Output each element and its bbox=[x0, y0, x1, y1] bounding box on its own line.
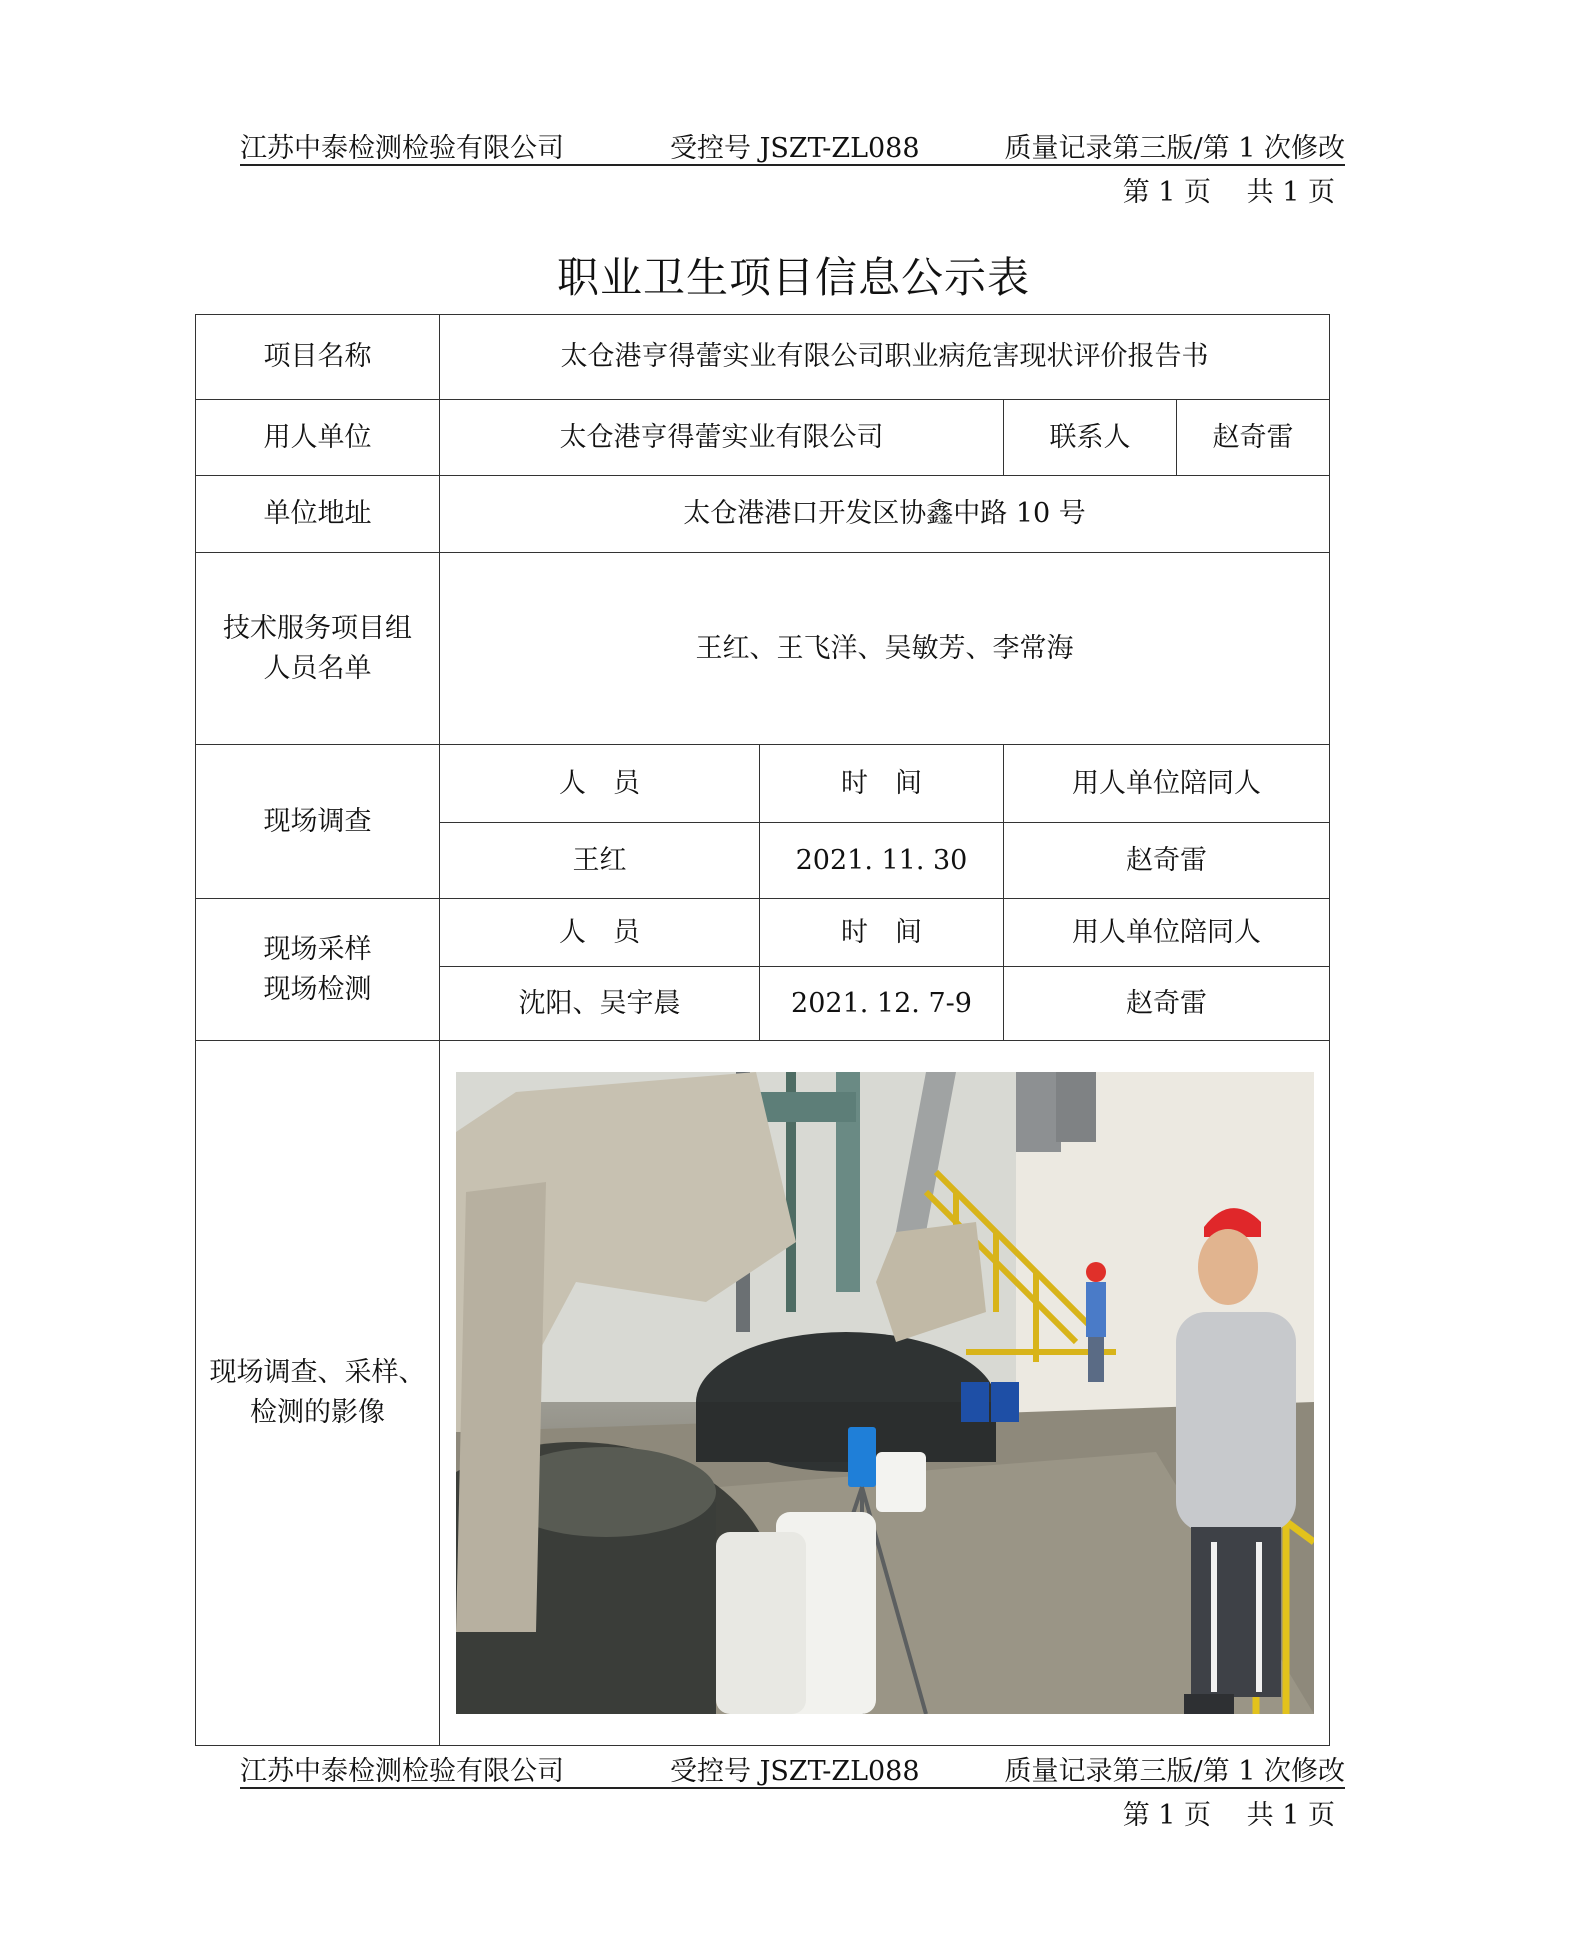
page-title: 职业卫生项目信息公示表 bbox=[556, 253, 1030, 302]
footer-company: 江苏中泰检测检验有限公司 bbox=[240, 1756, 564, 1787]
team-label-line1: 技术服务项目组 bbox=[223, 612, 412, 644]
sampling-label-line1: 现场采样 bbox=[263, 933, 372, 965]
sampling-escort: 赵奇雷 bbox=[1004, 967, 1330, 1041]
sampling-col-person: 人 员 bbox=[440, 899, 760, 967]
team-members: 王红、王飞洋、吴敏芳、李常海 bbox=[440, 553, 1330, 745]
row-employer bbox=[196, 400, 1330, 476]
employer-value: 太仓港亨得蕾实业有限公司 bbox=[440, 400, 1004, 476]
sampling-col-time: 时 间 bbox=[760, 899, 1004, 967]
survey-col-person: 人 员 bbox=[440, 745, 760, 823]
footer-line bbox=[240, 1749, 1345, 1789]
row-address bbox=[196, 476, 1330, 553]
footer-record-version: 质量记录第三版/第 1 次修改 bbox=[1004, 1756, 1345, 1787]
page-footer bbox=[240, 1749, 1345, 1829]
photo-cell bbox=[440, 1041, 1330, 1746]
sampling-person: 沈阳、吴宇晨 bbox=[440, 967, 760, 1041]
sampling-label bbox=[196, 899, 440, 1041]
contact-value: 赵奇雷 bbox=[1177, 400, 1330, 476]
footer-control-number: 受控号 JSZT-ZL088 bbox=[670, 1756, 920, 1787]
employer-label: 用人单位 bbox=[196, 400, 440, 476]
team-label-line2: 人员名单 bbox=[263, 652, 372, 684]
survey-time: 2021. 11. 30 bbox=[760, 823, 1004, 899]
survey-escort: 赵奇雷 bbox=[1004, 823, 1330, 899]
project-name-label: 项目名称 bbox=[196, 315, 440, 400]
survey-col-time: 时 间 bbox=[760, 745, 1004, 823]
team-label bbox=[196, 553, 440, 745]
survey-col-escort: 用人单位陪同人 bbox=[1004, 745, 1330, 823]
sampling-col-escort: 用人单位陪同人 bbox=[1004, 899, 1330, 967]
address-label: 单位地址 bbox=[196, 476, 440, 553]
survey-person: 王红 bbox=[440, 823, 760, 899]
row-survey-header bbox=[196, 745, 1330, 823]
header-page-number: 第 1 页 共 1 页 bbox=[1122, 177, 1335, 208]
row-project-name bbox=[196, 315, 1330, 400]
header-company: 江苏中泰检测检验有限公司 bbox=[240, 133, 564, 164]
site-photo-illustration bbox=[456, 1072, 1314, 1714]
sampling-label-line2: 现场检测 bbox=[263, 973, 372, 1005]
address-value: 太仓港港口开发区协鑫中路 10 号 bbox=[440, 476, 1330, 553]
page-header bbox=[240, 126, 1345, 206]
photo-label bbox=[196, 1041, 440, 1746]
footer-page-number: 第 1 页 共 1 页 bbox=[1122, 1800, 1335, 1831]
header-line bbox=[240, 126, 1345, 166]
info-table bbox=[195, 314, 1330, 1746]
survey-label: 现场调查 bbox=[196, 745, 440, 899]
row-team bbox=[196, 553, 1330, 745]
sampling-time: 2021. 12. 7-9 bbox=[760, 967, 1004, 1041]
contact-label: 联系人 bbox=[1004, 400, 1177, 476]
row-sampling-header bbox=[196, 899, 1330, 967]
header-record-version: 质量记录第三版/第 1 次修改 bbox=[1004, 133, 1345, 164]
header-control-number: 受控号 JSZT-ZL088 bbox=[670, 133, 920, 164]
project-name-value: 太仓港亨得蕾实业有限公司职业病危害现状评价报告书 bbox=[440, 315, 1330, 400]
row-photo bbox=[196, 1041, 1330, 1746]
site-photo bbox=[456, 1072, 1314, 1714]
photo-label-line2: 检测的影像 bbox=[250, 1397, 385, 1428]
photo-label-line1: 现场调查、采样、 bbox=[209, 1357, 426, 1388]
